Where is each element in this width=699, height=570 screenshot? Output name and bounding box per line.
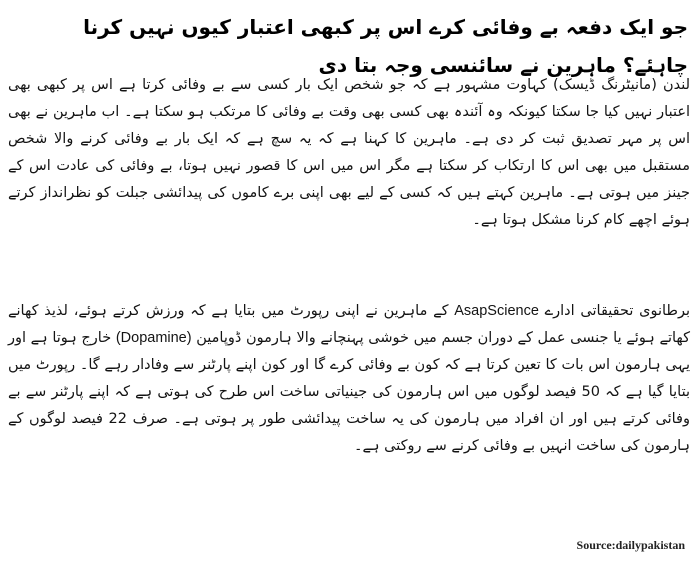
source-credit: Source:dailypakistan (576, 538, 685, 552)
organization-name: AsapScience (454, 303, 539, 319)
article-paragraph-1: لندن (مانیٹرنگ ڈیسک) کہاوت مشہور ہے کہ جو شخص ایک بار کسی سے بے وفائی کرتا ہے اس پر کبھی بھی اعتبار نہیں کیا جا سکتا کیونکہ وہ آئندہ بھی کسی بھی وقت بے وفائی کا مرتکب ہو سکتا ہے۔ اب ماہرین نے بھی اس پر مہر تصدیق ثبت کر دی ہے۔ ماہرین کا کہنا ہے کہ یہ سچ ہے کہ ایک بار بے وفائی کرنے والا شخص مستقبل میں بھی اس کا ارتکاب کر سکتا ہے مگر اس میں اس کا قصور نہیں ہوتا، بے وفائی کی عادت اس کے جینز میں ہوتی ہے۔ ماہرین کہتے ہیں کہ کسی کے لیے بھی اپنی برے کاموں کی پیدائشی جبلت کو نظرانداز کرتے ہوئے اچھے کام کرنا مشکل ہوتا ہے۔ (8, 77, 690, 228)
article-paragraph-2 (8, 298, 690, 460)
paragraph-2-conclusion: خارج ہوتا ہے اور یہی ہارمون اس بات کا تعین کرتا ہے کہ کون بے وفائی کرے گا اور کون اپنے پارٹنر سے وفادار رہے گا۔ رپورٹ میں بتایا گیا ہے کہ 50 فیصد لوگوں میں اس ہارمون کی جینیاتی ساخت اس طرح کی ہوتی ہے کہ اپنے پارٹنر سے بے وفائی کرتے ہیں اور ان افراد میں ہارمون کی یہ ساخت پیدائشی طور پر ہوتی ہے۔ صرف 22 فیصد لوگوں کے ہارمون کی ساخت انہیں بے وفائی کرنے سے روکتی ہے۔ (8, 330, 691, 454)
hormone-name: (Dopamine) (115, 330, 192, 346)
paragraph-2-middle: کے ماہرین نے اپنی رپورٹ میں بتایا ہے کہ ورزش کرتے ہوئے، لذیذ کھانے کھاتے ہوئے یا جنسی عمل کے دوران جسم میں خوشی پہنچانے والا ہارمون ڈوپامین (8, 303, 690, 346)
article-title: جو ایک دفعہ بے وفائی کرے اس پر کبھی اعتبار کیوں نہیں کرنا چاہئے؟ ماہرین نے سائنسی وجہ بتا دی (83, 15, 688, 77)
paragraph-2-intro: برطانوی تحقیقاتی ادارے (544, 303, 690, 319)
